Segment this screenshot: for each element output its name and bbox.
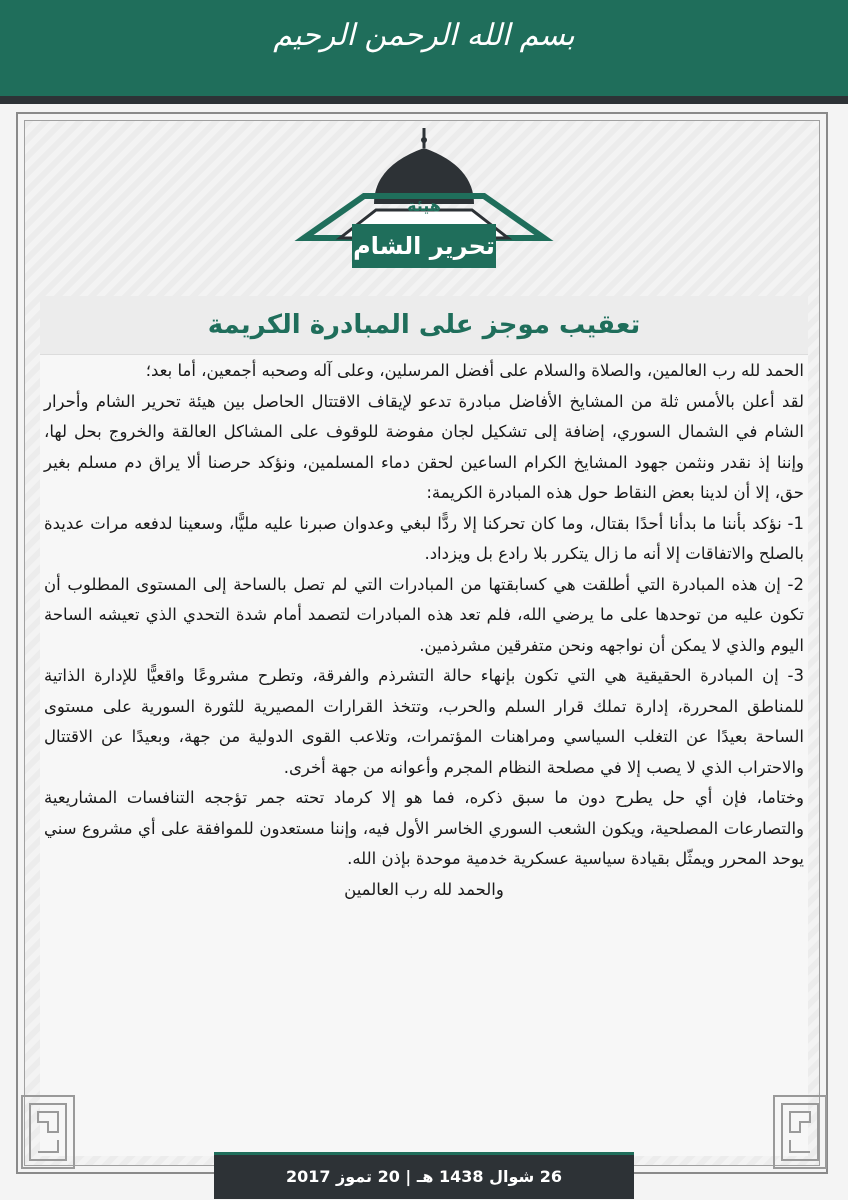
document-title: تعقيب موجز على المبادرة الكريمة [207, 310, 641, 340]
paragraph: وختاما، فإن أي حل يطرح دون ما سبق ذكره، فما هو إلا كرماد تحته جمر تؤججه التنافسات المشاريعية والتصارعات المصلحية، ويكون الشعب السوري الخاسر الأول فيه، وإننا مستعدون للموافقة على أي مشروع سني يوحد المحرر ويمثّل بقيادة سياسية عسكرية خدمية موحدة بإذن الله. [44, 788, 804, 868]
date-footer: 26 شوال 1438 هـ | 20 تموز 2017 [214, 1152, 634, 1199]
document-body [44, 356, 804, 905]
header-strip [0, 96, 848, 104]
paragraph: 3- إن المبادرة الحقيقية هي التي تكون بإنهاء حالة التشرذم والفرقة، وتطرح مشروعًا واقعيًّا للإدارة الذاتية للمناطق المحررة، إدارة تملك قرار السلم والحرب، وتتخذ القرارات المصيرية للثورة السورية على مستوى الساحة بعيدًا عن التغلب السياسي ومراهنات المؤتمرات، وتلاعب القوى الدولية من جهة، وبعيدًا عن الاقتتال والاحتراب الذي لا يصب إلا في مصلحة النظام المجرم وأعوانه من جهة أخرى. [44, 666, 804, 777]
logo-label-main: تحرير الشام [353, 232, 495, 260]
closing-line: والحمد لله رب العالمين [344, 879, 504, 899]
organization-logo [294, 126, 554, 276]
paragraph: لقد أعلن بالأمس ثلة من المشايخ الأفاضل مبادرة تدعو لإيقاف الاقتتال الحاصل بين هيئة تحرير الشام وأحرار الشام في الشمال السوري، إضافة إلى تشكيل لجان مفوضة للوقوف على المشاكل العالقة والخروج بحل لها، وإننا إذ نقدر ونثمن جهود المشايخ الكرام الساعين لحقن دماء المسلمين، ونؤكد حرصنا ألا يراق دم مسلم بغير حق، إلا أن لدينا بعض النقاط حول هذه المبادرة الكريمة: [44, 391, 804, 502]
corner-ornament-bottom-left-icon [18, 1092, 78, 1172]
paragraph: 2- إن هذه المبادرة التي أطلقت هي كسابقتها من المبادرات التي لم تصل بالساحة إلى المستوى المطلوب أن تكون عليه من توحدها على ما يرضي الله، فلم تعد هذه المبادرات لتصمد أمام شدة التحدي الذي تعيشه الساحة اليوم والذي لا يمكن أن نواجهه ونحن متفرقين مشرذمين. [44, 574, 804, 655]
basmala-calligraphy: بسم الله الرحمن الرحيم [273, 18, 575, 53]
header-banner [0, 0, 848, 96]
corner-ornament-bottom-right-icon [770, 1092, 830, 1172]
logo-label-top: هيئة [407, 196, 441, 215]
paragraph: 1- نؤكد بأننا ما بدأنا أحدًا بقتال، وما كان تحركنا إلا ردًّا لبغي وعدوان صبرنا عليه مليًّا، وسعينا لدفعه مرات عديدة بالصلح والاتفاقات إلا أنه ما زال يتكرر بلا رادع بل ويزداد. [44, 513, 804, 563]
paragraph: الحمد لله رب العالمين، والصلاة والسلام على أفضل المرسلين، وعلى آله وصحبه أجمعين، أما بعد؛ [145, 361, 804, 380]
